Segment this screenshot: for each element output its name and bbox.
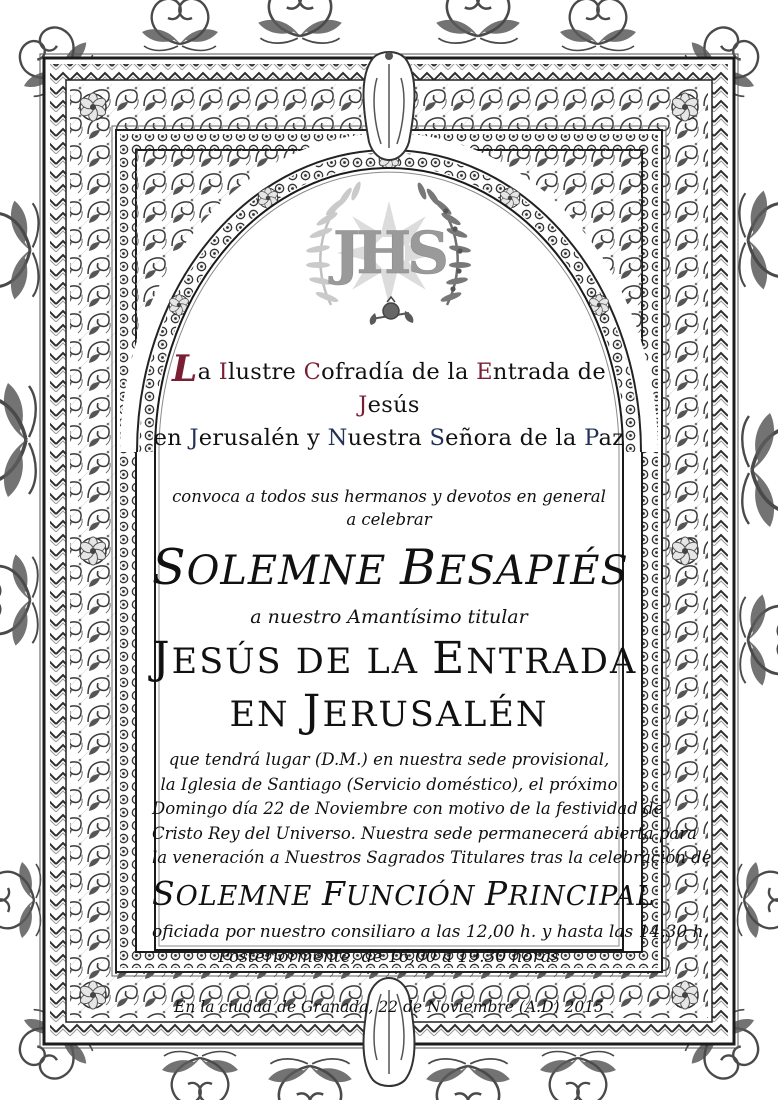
pomegranate-icon [370, 297, 414, 325]
schedule-line2: Posteriormente, de 16,00 a 19.30 horas [218, 946, 560, 967]
schedule [152, 920, 710, 970]
schedule-line1: oficiada por nuestro consiliaro a las 12,00 h. y hasta las 14,30 h. [152, 921, 710, 942]
titular-name-line1: JESÚS DE LA ENTRADA [152, 633, 638, 684]
event-details-line: que tendrá lugar (D.M.) en nuestra sede provisional, [168, 750, 610, 769]
jhs-wreath-emblem-icon [294, 178, 484, 328]
convocation-intro-line1: convoca a todos sus hermanos y devotos en general [172, 487, 606, 506]
convocation-intro [152, 485, 626, 531]
titular-name [152, 633, 638, 740]
titular-subtitle: a nuestro Amantísimo titular [250, 606, 528, 628]
event-details-paragraph [152, 748, 712, 871]
event-details-line: Cristo Rey del Universo. Nuestra sede permanecerá abierta para [152, 823, 697, 843]
event-details-line: la veneración a Nuestros Sagrados Titulares tras la celebración de [152, 848, 712, 867]
besapies-title: SOLEMNE BESAPIÉS [152, 539, 629, 596]
invitation-content [152, 168, 712, 1016]
event-details-line: Domingo día 22 de Noviembre con motivo de la festividad de [152, 799, 664, 818]
jhs-monogram: JHS [332, 219, 446, 287]
event-details-line: la Iglesia de Santiago (Servicio doméstico), el próximo [160, 774, 618, 794]
titular-name-line2: EN JERUSALÉN [229, 686, 549, 737]
brotherhood-name-line2: en Jerusalén y Nuestra Señora de la Paz [153, 425, 625, 451]
brotherhood-name [152, 348, 626, 455]
funcion-principal-title: SOLEMNE FUNCIÓN PRINCIPAL [152, 873, 656, 913]
convocation-intro-line2: a celebrar [346, 510, 432, 529]
brotherhood-name-line1: La Ilustre Cofradía de la Entrada de Jesús [172, 348, 606, 418]
city-date-line: En la ciudad de Granada, 22 de Noviembre (A.D) 2015 [174, 997, 604, 1016]
keystone-cartouche [364, 52, 415, 160]
